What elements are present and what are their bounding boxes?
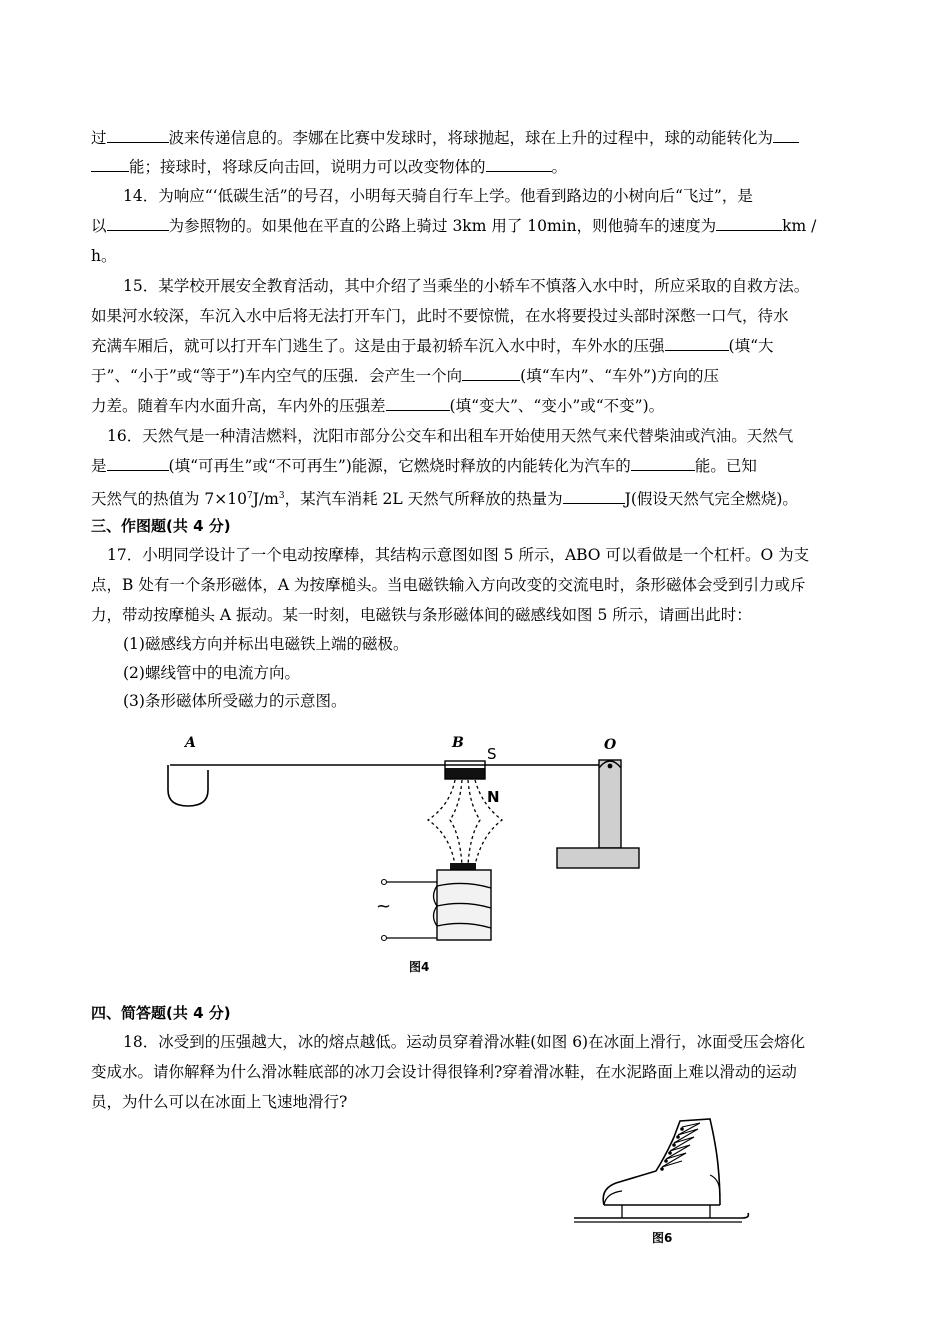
- answer-blank[interactable]: [107, 456, 169, 471]
- q15-line-3: 充满车厢后，就可以打开车门逃生了。这是由于最初轿车沉入水中时，车外水的压强 (填“大: [91, 337, 774, 355]
- answer-blank[interactable]: [563, 489, 625, 504]
- answer-blank[interactable]: [631, 456, 695, 471]
- q18-line-3: 员，为什么可以在冰面上飞速地滑行?: [91, 1093, 348, 1111]
- q13-line-2: 能；接球时，将球反向击回，说明力可以改变物体的 。: [91, 157, 567, 177]
- figure-6-caption: 图6: [652, 1231, 673, 1245]
- q17-sub-3: (3)条形磁体所受磁力的示意图。: [123, 692, 347, 710]
- answer-blank[interactable]: [386, 396, 450, 411]
- support-post: [599, 760, 621, 848]
- q15-line-2: 如果河水较深，车沉入水中后将无法打开车门，此时不要惊慌，在水将要投过头部时深憋一口气，待水: [91, 307, 789, 325]
- answer-blank[interactable]: [107, 216, 169, 231]
- answer-blank[interactable]: [665, 336, 729, 351]
- q17-line-3: 力，带动按摩槌头 A 振动。某一时刻，电磁铁与条形磁体间的磁感线如图 5 所示，请画出此时：: [91, 606, 752, 624]
- q15-line-5: 力差。随着车内水面升高，车内外的压强差 (填“变大”、“变小”或“不变”)。: [91, 397, 665, 415]
- q16-line-2: 是 (填“可再生”或“不可再生”)能源，它燃烧时释放的内能转化为汽车的 能。已知: [91, 457, 757, 475]
- q14-line-1: 14．为响应“‘低碳生活”的号召，小明每天骑自行车上学。他看到路边的小树向后“飞过”，是: [123, 187, 753, 205]
- section-heading-short-answer: 四、简答题(共 4 分): [91, 1004, 231, 1022]
- q15-line-4: 于”、“小于”或“等于”)车内空气的压强．会产生一个向 (填“车内”、“车外”)方向的压: [91, 367, 719, 385]
- q14-line-3: h。: [91, 247, 117, 265]
- skate-blade: [574, 1213, 748, 1218]
- label-o: O: [604, 737, 617, 753]
- label-b: B: [452, 735, 464, 751]
- label-a: A: [185, 735, 196, 751]
- skate-boot: [603, 1119, 720, 1205]
- figure-6-skate: [570, 1115, 755, 1230]
- figure-4-caption: 图4: [409, 960, 430, 974]
- section-heading-drawing: 三、作图题(共 4 分): [91, 517, 231, 535]
- q17-line-2: 点，B 处有一个条形磁体，A 为按摩槌头。当电磁铁输入方向改变的交流电时，条形磁体会受到引力或斥: [91, 576, 806, 594]
- label-n: N: [487, 788, 500, 806]
- q15-line-1: 15．某学校开展安全教育活动，其中介绍了当乘坐的小轿车不慎落入水中时，所应采取的自救方法。: [123, 277, 810, 295]
- answer-blank[interactable]: [91, 157, 129, 172]
- q16-line-1: 16．天然气是一种清洁燃料，沈阳市部分公交车和出租车开始使用天然气来代替柴油或汽油。天然气: [107, 427, 794, 445]
- answer-blank[interactable]: [486, 157, 552, 172]
- q18-line-2: 变成水。请你解释为什么滑冰鞋底部的冰刀会设计得很锋利?穿着滑冰鞋，在水泥路面上难以滑动的运动: [91, 1063, 797, 1081]
- q17-sub-1: (1)磁感线方向并标出电磁铁上端的磁极。: [123, 635, 409, 653]
- answer-blank[interactable]: [773, 128, 799, 143]
- label-s: S: [487, 745, 497, 763]
- support-base: [557, 848, 639, 868]
- answer-blank[interactable]: [462, 366, 520, 381]
- q14-line-2: 以 为参照物的。如果他在平直的公路上骑过 3km 用了 10min，则他骑车的速度为 km /: [91, 217, 817, 235]
- answer-blank[interactable]: [716, 216, 782, 231]
- q18-line-1: 18．冰受到的压强越大，冰的熔点越低。运动员穿着滑冰鞋(如图 6)在冰面上滑行，冰面受压会熔化: [123, 1033, 806, 1051]
- bar-magnet: [445, 768, 485, 779]
- hammer-head: [168, 765, 208, 806]
- q16-line-3: 天然气的热值为 $7\times 10^7J/m^3$，某汽车消耗 2L 天然气所释放的热量为 J(假设天然气完全燃烧)。: [91, 490, 798, 509]
- figure-4-diagram: [150, 730, 660, 990]
- ac-symbol: ~: [376, 896, 392, 917]
- q17-sub-2: (2)螺线管中的电流方向。: [123, 664, 300, 682]
- answer-blank[interactable]: [107, 128, 169, 143]
- q17-line-1: 17．小明同学设计了一个电动按摩棒，其结构示意图如图 5 所示，ABO 可以看做是一个杠杆。O 为支: [107, 546, 810, 564]
- q13-line-1: 过 波来传递信息的。李娜在比赛中发球时，将球抛起，球在上升的过程中，球的动能转化为: [91, 128, 799, 148]
